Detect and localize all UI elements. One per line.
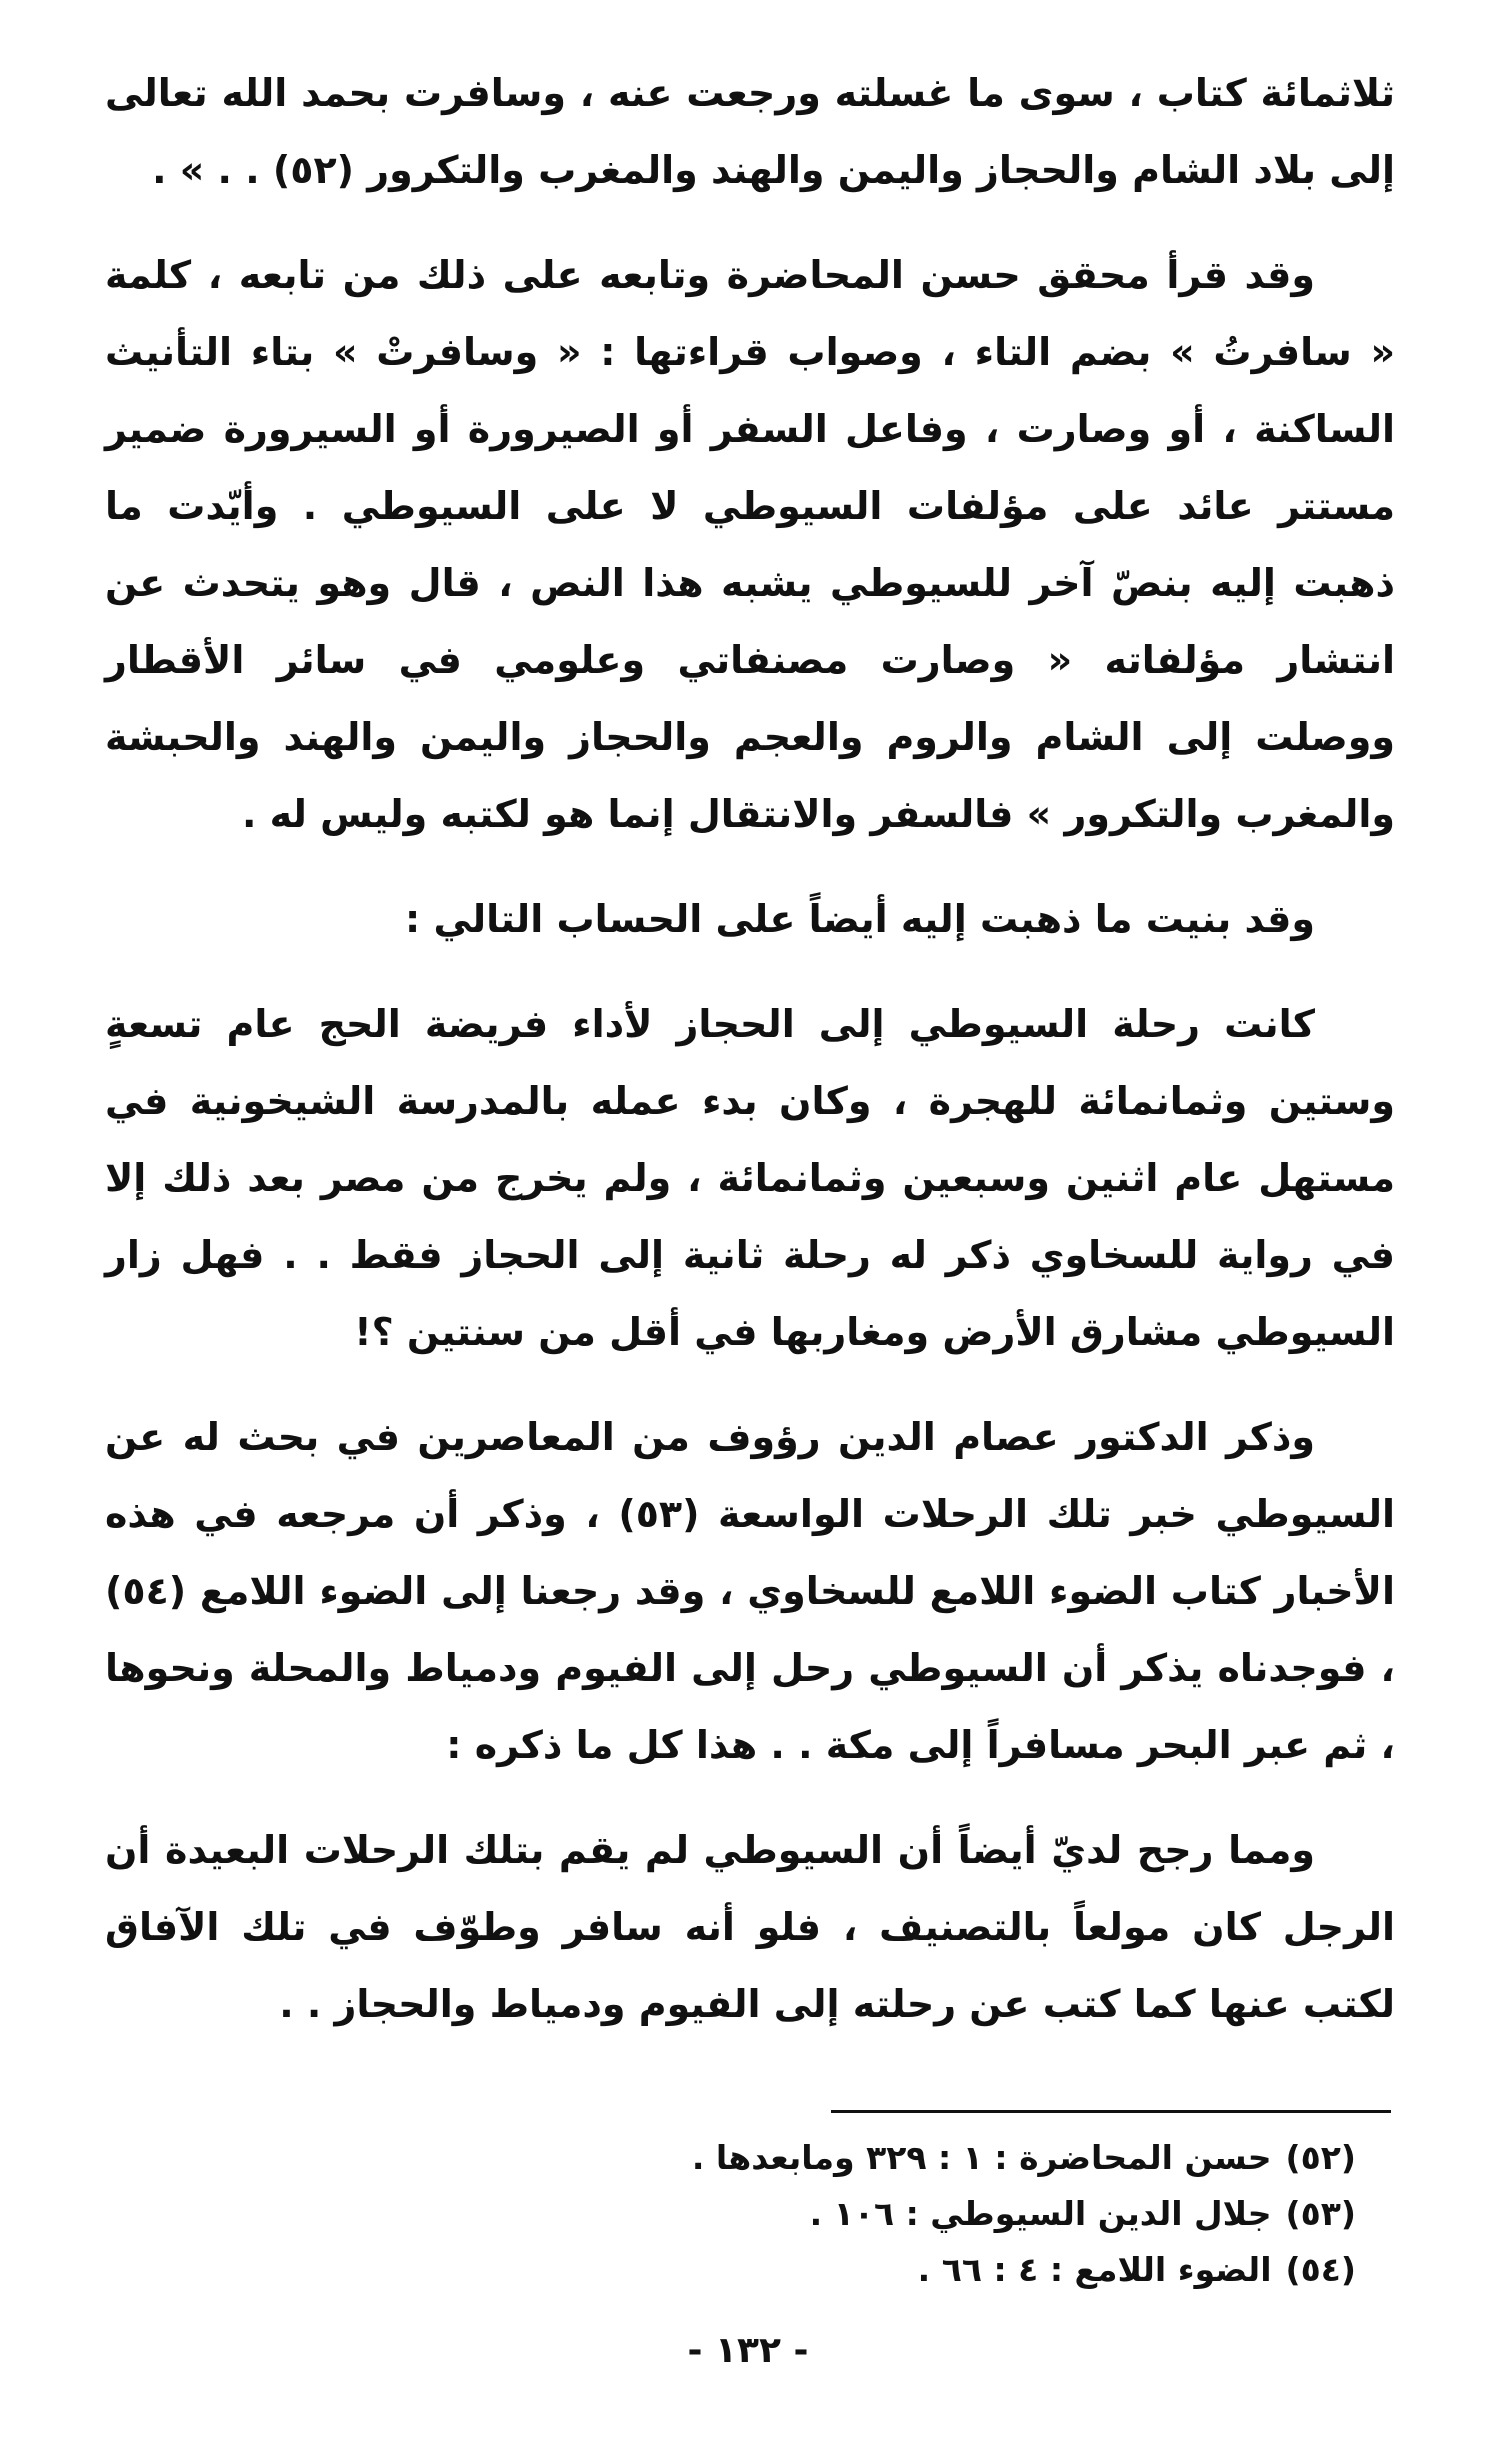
- footnote-text: جلال الدين السيوطي : ١٠٦ .: [809, 2194, 1272, 2233]
- footnote-number: (٥٤): [1285, 2250, 1356, 2289]
- footnote-text: حسن المحاضرة : ١ : ٣٢٩ ومابعدها .: [691, 2138, 1272, 2177]
- footnote-54: [692, 2242, 1356, 2298]
- paragraph-4: كانت رحلة السيوطي إلى الحجاز لأداء فريضة الحج عام تسعةٍ وستين وثمانمائة للهجرة ، وكان بدء عمله بالمدرسة الشيخونية في مستهل عام اثنين وسبعين وثمانمائة ، ولم يخرج من مصر بعد ذلك إلا في رواية للسخاوي ذكر له رحلة ثانية إلى الحجاز فقط . . فهل زار السيوطي مشارق الأرض ومغاربها في أقل من سنتين ؟!: [105, 1002, 1395, 1354]
- page-number: - ١٣٢ -: [687, 2330, 809, 2371]
- page-body: [105, 55, 1395, 2071]
- paragraph-3: وقد بنيت ما ذهبت إليه أيضاً على الحساب التالي :: [405, 897, 1315, 941]
- paragraph-6: ومما رجح لديّ أيضاً أن السيوطي لم يقم بتلك الرحلات البعيدة أن الرجل كان مولعاً بالتصنيف ، فلو أنه سافر وطوّف في تلك الآفاق لكتب عنها كما كتب عن رحلته إلى الفيوم ودمياط والحجاز . .: [105, 1828, 1395, 2026]
- footnote-number: (٥٣): [1285, 2194, 1356, 2233]
- footnote-text: الضوء اللامع : ٤ : ٦٦ .: [917, 2250, 1272, 2289]
- footnote-number: (٥٢): [1285, 2138, 1356, 2177]
- paragraph-5: وذكر الدكتور عصام الدين رؤوف من المعاصرين في بحث له عن السيوطي خبر تلك الرحلات الواسعة (٥٣) ، وذكر أن مرجعه في هذه الأخبار كتاب الضوء اللامع للسخاوي ، وقد رجعنا إلى الضوء اللامع (٥٤) ، فوجدناه يذكر أن السيوطي رحل إلى الفيوم ودمياط والمحلة ونحوها ، ثم عبر البحر مسافراً إلى مكة . . هذا كل ما ذكره :: [105, 1415, 1395, 1767]
- paragraph-2: وقد قرأ محقق حسن المحاضرة وتابعه على ذلك من تابعه ، كلمة « سافرتُ » بضم التاء ، وصواب قراءتها : « وسافرتْ » بتاء التأنيث الساكنة ، أو وصارت ، وفاعل السفر أو الصيرورة أو السيرورة ضمير مستتر عائد على مؤلفات السيوطي لا على السيوطي . وأيّدت ما ذهبت إليه بنصّ آخر للسيوطي يشبه هذا النص ، قال وهو يتحدث عن انتشار مؤلفاته « وصارت مصنفاتي وعلومي في سائر الأقطار ووصلت إلى الشام والروم والعجم والحجاز واليمن والهند والحبشة والمغرب والتكرور » فالسفر والانتقال إنما هو لكتبه وليس له .: [105, 253, 1395, 836]
- footnote-53: [692, 2186, 1356, 2242]
- footnote-52: [692, 2130, 1356, 2186]
- footnote-divider: [831, 2110, 1391, 2113]
- paragraph-1: ثلاثمائة كتاب ، سوى ما غسلته ورجعت عنه ، وسافرت بحمد الله تعالى إلى بلاد الشام والحجاز واليمن والهند والمغرب والتكرور (٥٢) . . » .: [105, 71, 1395, 192]
- footnote-list: [692, 2130, 1356, 2298]
